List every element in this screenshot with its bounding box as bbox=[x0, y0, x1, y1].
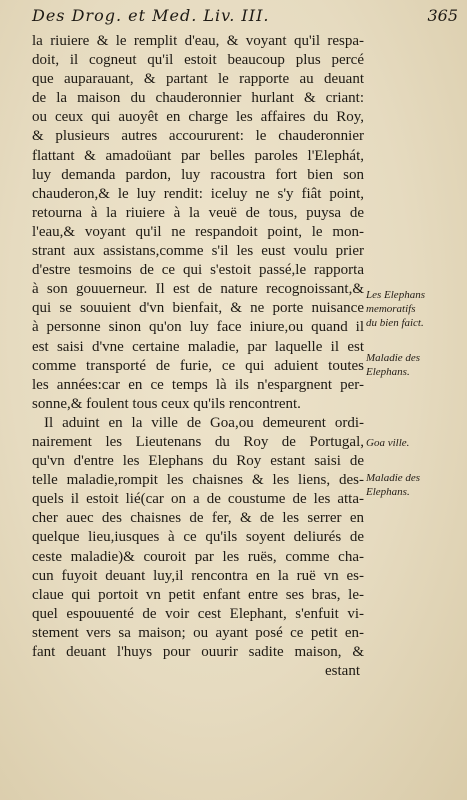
margin-note bbox=[366, 351, 466, 379]
margin-note-line: Maladie des bbox=[366, 472, 421, 484]
text-line: est saisi d'vne certaine maladie, par laquelle il est bbox=[32, 338, 364, 355]
margin-note bbox=[366, 288, 466, 330]
margin-note bbox=[366, 471, 466, 499]
text-line: à son gouuerneur. Il est de nature recognoissant,& bbox=[32, 281, 364, 298]
text-line: à personne sinon qu'on luy face iniure,ou quand il bbox=[32, 319, 364, 336]
margin-note-line: du bien faict. bbox=[366, 317, 424, 329]
text-line: l'eau,& voyant qu'il ne respandoit point, le mon- bbox=[32, 223, 364, 240]
text-line: flattant & amadoüant par belles paroles l'Elephát, bbox=[32, 147, 364, 164]
text-line: retourna à la riuiere à la veuë de tous, puysa de bbox=[32, 204, 364, 221]
text-line: quels il estoit lié(car on a de coustume de les atta- bbox=[32, 491, 364, 508]
text-line: Il aduint en la ville de Goa,ou demeurent ordi- bbox=[44, 414, 364, 431]
running-title: Des Drog. et Med. Liv. III. bbox=[32, 6, 270, 25]
text-line: que auparauant, & partant le rapporte au deuant bbox=[32, 71, 364, 88]
text-line: de la maison du chauderonnier hurlant & criant: bbox=[32, 90, 364, 107]
body-text bbox=[32, 32, 364, 681]
text-line: cun fuyoit deuant luy,il rencontra en la ruë vn es- bbox=[32, 567, 364, 584]
text-line: quelque lieu,iusques à ce qu'ils soyent deliurés de bbox=[32, 529, 364, 546]
text-line: stement vers sa maison; ou ayant posé ce petit en- bbox=[32, 624, 364, 641]
text-line: chauderon,& le luy rendit: iceluy ne s'y fiât point, bbox=[32, 185, 364, 202]
text-line: telle maladie,rompit les chaisnes & les liens, des- bbox=[32, 472, 364, 489]
text-line: nairement les Lieutenans du Roy de Portugal, bbox=[32, 433, 364, 450]
text-line: qu'vn d'entre les Elephans du Roy estant saisi de bbox=[32, 453, 364, 470]
text-line: luy demanda pardon, luy racoustra fort bien son bbox=[32, 166, 364, 183]
text-line: & plusieurs autres accoururent: le chauderonnier bbox=[32, 128, 364, 145]
page-header bbox=[32, 2, 462, 28]
text-line: sonne,& foulent tous ceux qu'ils rencontrent. bbox=[32, 395, 301, 412]
margin-note bbox=[366, 436, 466, 450]
text-line: doit, il cogneut qu'il estoit beaucoup plus percé bbox=[32, 52, 364, 69]
text-line: strant aux assistans,comme s'il les eust voulu prier bbox=[32, 243, 364, 260]
text-line: ceste maladie)& couroit par les ruës, comme cha- bbox=[32, 548, 364, 565]
text-line: qui se souuient d'vn bienfait, & ne porte nuisance bbox=[32, 300, 364, 317]
margin-note-line: Elephans. bbox=[366, 366, 410, 378]
text-line: quel espouuenté de voir cest Elephant, s'enfuit vi- bbox=[32, 605, 364, 622]
margin-note-line: Maladie des bbox=[366, 352, 421, 364]
text-line: comme transporté de furie, ce qui aduient toutes bbox=[32, 357, 364, 374]
text-line: la riuiere & le remplit d'eau, & voyant qu'il respa- bbox=[32, 33, 364, 49]
margin-note-line: Les Elephans bbox=[366, 289, 425, 301]
text-line: ou ceux qui auoyêt en charge les affaires du Roy, bbox=[32, 109, 364, 126]
margin-note-line: Elephans. bbox=[366, 486, 410, 498]
margin-note-line: memoratifs bbox=[366, 303, 416, 315]
margin-note-line: Goa ville. bbox=[366, 437, 410, 449]
page-number: 365 bbox=[427, 6, 458, 25]
text-line: cher auec des chaisnes de fer, & de les serrer en bbox=[32, 510, 364, 527]
text-line: les années:car en ce temps là ils n'espargnent per- bbox=[32, 376, 364, 393]
text-line: fant deuant l'huys pour ouurir sadite maison, & bbox=[32, 644, 364, 660]
text-line: d'estre tesmoins de ce qui s'estoit passé,le rapporta bbox=[32, 262, 364, 279]
catchword: estant bbox=[325, 663, 360, 680]
text-line: claue qui portoit vn petit enfant entre ses bras, le- bbox=[32, 586, 364, 603]
